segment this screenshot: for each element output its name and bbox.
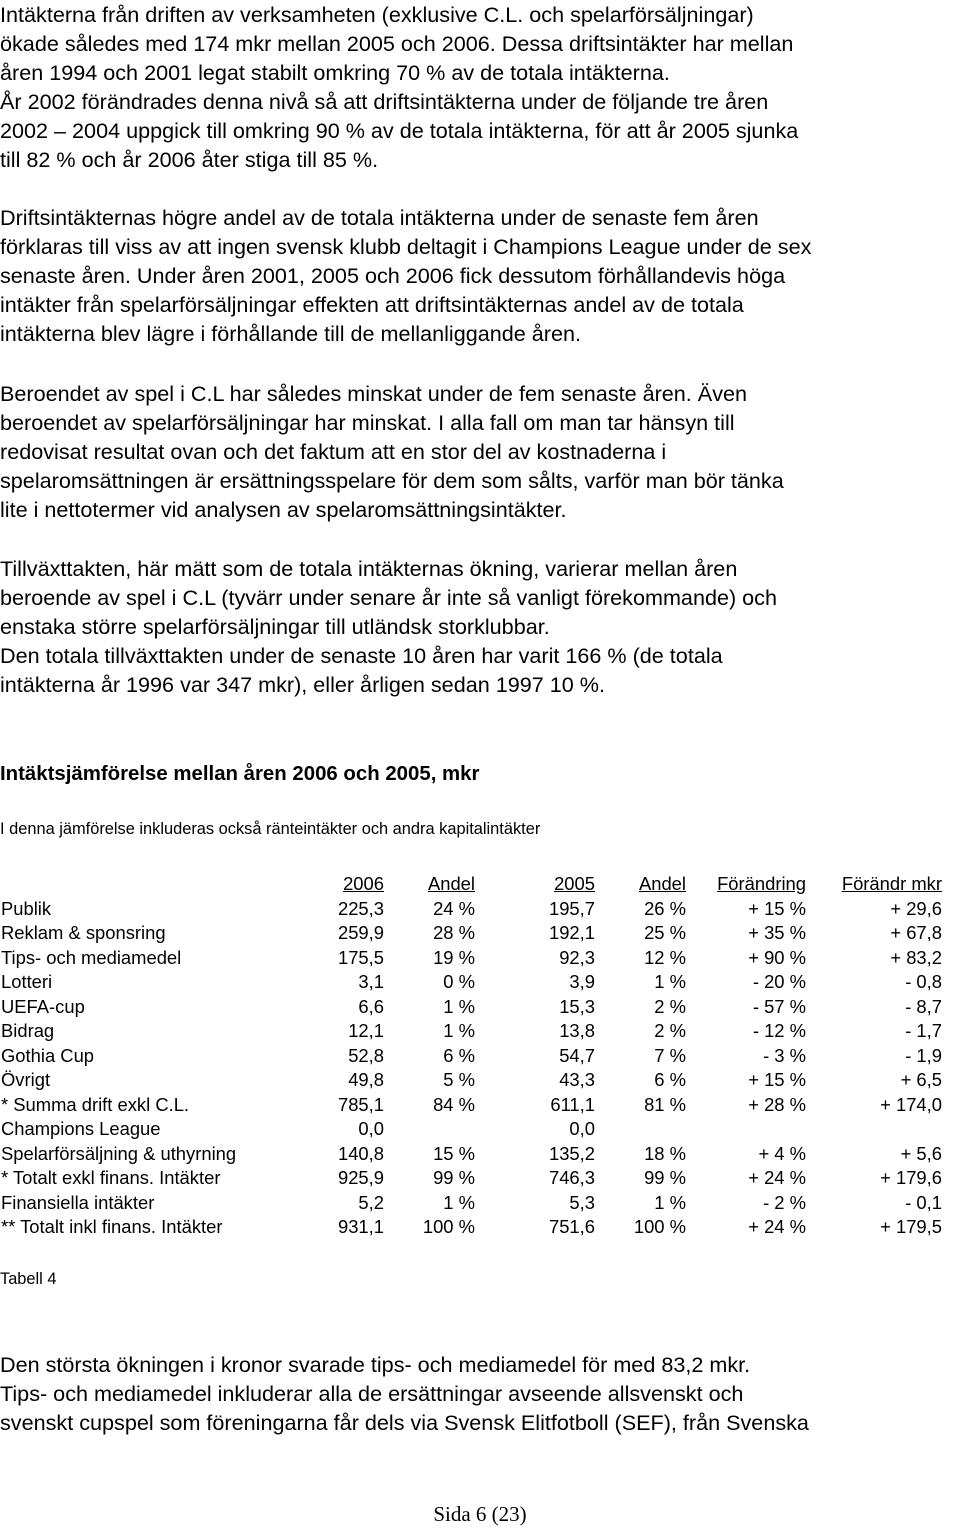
paragraph-line: intäkterna år 1996 var 347 mkr), eller årligen sedan 1997 10 %. [0,672,605,697]
table-cell: 751,6 [548,1216,595,1237]
paragraph-line: ökade således med 174 mkr mellan 2005 och 2006. Dessa driftsintäkter har mellan [0,31,794,56]
table-cell: 15,3 [559,995,595,1017]
table-cell: 54,7 [559,1044,595,1066]
paragraph-line: Beroendet av spel i C.L har således minskat under de fem senaste åren. Även [0,381,748,406]
table-header-row [0,872,960,897]
table-row [0,970,960,995]
table-cell: 24 % [433,897,475,919]
table-cell: 925,9 [337,1167,384,1188]
row-label: * Summa drift exkl C.L. [1,1093,190,1115]
paragraph-line: Den största ökningen i kronor svarade tips- och mediamedel för med 83,2 mkr. [0,1352,751,1377]
table-cell: 18 % [644,1142,686,1164]
paragraph-line: enstaka större spelarförsäljningar till utländsk storklubbar. [0,614,550,639]
table-cell: 6,6 [358,995,384,1017]
table-cell: 13,8 [559,1020,595,1041]
table-cell: 25 % [644,922,686,943]
table-cell: 5 % [443,1069,475,1090]
table-cell: 99 % [433,1167,475,1188]
table-row [0,1166,960,1191]
table-row [0,921,960,946]
table-cell: - 1,7 [905,1020,942,1041]
row-label: Spelarförsäljning & uthyrning [1,1142,237,1164]
table-cell: - 57 % [752,995,806,1017]
table-cell: 0 % [443,971,475,992]
table-cell: 7 % [654,1044,686,1066]
table-cell: + 35 % [748,922,806,943]
table-cell: 2 % [654,1020,686,1041]
table-cell: 785,1 [337,1093,384,1115]
table-row [0,1191,960,1216]
row-label: Champions League [1,1118,161,1139]
table-cell: 1 % [654,1191,686,1213]
paragraph-line: Tillväxttakten, här mätt som de totala intäkternas ökning, varierar mellan åren [0,556,738,581]
table-cell: 52,8 [348,1044,384,1066]
table-cell: 6 % [443,1044,475,1066]
table-cell: + 24 % [748,1167,806,1188]
table-cell: 1 % [443,1191,475,1213]
table-cell: + 15 % [748,897,806,919]
column-header: Andel [638,873,686,894]
column-header: 2005 [554,873,595,894]
table-cell: - 0,1 [905,1191,942,1213]
table-cell: 1 % [443,995,475,1017]
table-cell: 12 % [644,946,686,968]
row-label: Övrigt [1,1069,51,1090]
table-cell: 99 % [644,1167,686,1188]
row-label: Tips- och mediamedel [1,946,182,968]
section-heading: Intäktsjämförelse mellan åren 2006 och 2005, mkr [0,763,480,785]
row-label: Lotteri [1,971,53,992]
table-cell: + 4 % [758,1142,806,1164]
table-cell: 611,1 [550,1093,595,1115]
table-cell: 140,8 [337,1142,384,1164]
paragraph-line: svenskt cupspel som föreningarna får dels via Svensk Elitfotboll (SEF), från Svenska [0,1410,809,1435]
column-header: Andel [427,873,475,894]
table-cell: 12,1 [348,1020,384,1041]
table-cell: 19 % [433,946,475,968]
table-cell: 92,3 [559,946,595,968]
row-label: ** Totalt inkl finans. Intäkter [1,1216,223,1237]
table-cell: + 179,6 [880,1167,942,1188]
table-cell: + 28 % [748,1093,806,1115]
table-cell: 1 % [654,971,686,992]
table-cell: - 20 % [752,971,806,992]
paragraph-line: spelaromsättningen är ersättningsspelare för dem som sålts, varför man bör tänka [0,468,784,493]
table-cell: 49,8 [348,1069,384,1090]
paragraph-line: till 82 % och år 2006 åter stiga till 85 %. [0,147,379,172]
table-cell: + 15 % [748,1069,806,1090]
paragraph-line: senaste åren. Under åren 2001, 2005 och 2006 fick dessutom förhållandevis höga [0,263,786,288]
table-cell: 81 % [644,1093,686,1115]
paragraph-line: Tips- och mediamedel inkluderar alla de ersättningar avseende allsvenskt och [0,1381,744,1406]
table-cell: 0,0 [569,1118,595,1139]
table-cell: - 1,9 [905,1044,942,1066]
paragraph-line: förklaras till viss av att ingen svensk klubb deltagit i Champions League under de sex [0,234,812,259]
table-cell: - 0,8 [905,971,942,992]
table-cell: + 174,0 [880,1093,942,1115]
table-cell: + 90 % [748,946,806,968]
paragraph-line: redovisat resultat ovan och det faktum att en stor del av kostnaderna i [0,439,667,464]
table-cell: - 2 % [763,1191,806,1213]
table-cell: 175,5 [337,946,384,968]
paragraph-line: beroendet av spelarförsäljningar har minskat. I alla fall om man tar hänsyn till [0,410,735,435]
row-label: * Totalt exkl finans. Intäkter [1,1167,221,1188]
table-cell: 192,1 [548,922,595,943]
table-cell: + 24 % [748,1216,806,1237]
table-cell: + 5,6 [900,1142,942,1164]
table-cell: + 29,6 [890,897,942,919]
table-cell: 5,3 [569,1191,595,1213]
paragraph-line: År 2002 förändrades denna nivå så att driftsintäkterna under de följande tre åren [0,89,769,114]
table-cell: + 6,5 [900,1069,942,1090]
table-cell: 931,1 [337,1216,384,1237]
table-cell: 2 % [654,995,686,1017]
table-cell: 84 % [433,1093,475,1115]
paragraph-line: intäkterna blev lägre i förhållande till de mellanliggande åren. [0,321,581,346]
table-cell: 26 % [644,897,686,919]
table-cell: 0,0 [358,1118,384,1139]
paragraph-line: åren 1994 och 2001 legat stabilt omkring 70 % av de totala intäkterna. [0,60,670,85]
table-cell: 746,3 [548,1167,595,1188]
table-cell: 3,9 [569,971,595,992]
row-label: Bidrag [1,1020,55,1041]
table-cell: 15 % [433,1142,475,1164]
paragraph-line: intäkter från spelarförsäljningar effekten att driftsintäkternas andel av de totala [0,292,744,317]
table-cell: + 83,2 [890,946,942,968]
table-row [0,946,960,971]
column-header: 2006 [343,873,384,894]
column-header: Förändring [717,873,806,894]
row-label: UEFA-cup [1,995,85,1017]
table-cell: 43,3 [559,1069,595,1090]
table-cell: + 67,8 [890,922,942,943]
table-cell: 259,9 [337,922,384,943]
table-cell: 28 % [433,922,475,943]
table-cell: 135,2 [548,1142,595,1164]
table-cell: - 3 % [763,1044,806,1066]
table-cell: 5,2 [358,1191,384,1213]
table-cell: - 8,7 [905,995,942,1017]
table-cell: + 179,5 [880,1216,942,1237]
table-row [0,897,960,922]
row-label: Reklam & sponsring [1,922,166,943]
row-label: Finansiella intäkter [1,1191,155,1213]
row-label: Gothia Cup [1,1044,95,1066]
paragraph-line: Driftsintäkternas högre andel av de totala intäkterna under de senaste fem åren [0,205,759,230]
table-cell: 225,3 [337,897,384,919]
table-row [0,1093,960,1118]
table-cell: 195,7 [548,897,595,919]
table-row [0,1019,960,1044]
paragraph-line: Den totala tillväxttakten under de senaste 10 åren har varit 166 % (de totala [0,643,723,668]
paragraph-line: lite i nettotermer vid analysen av spelaromsättningsintäkter. [0,497,567,522]
page-number: Sida 6 (23) [433,1502,527,1526]
table-cell: 1 % [443,1020,475,1041]
table-row [0,995,960,1020]
table-row [0,1068,960,1093]
table-caption: Tabell 4 [0,1270,57,1288]
table-cell: - 12 % [752,1020,806,1041]
row-label: Publik [1,897,52,919]
section-subheading: I denna jämförelse inkluderas också ränteintäkter och andra kapitalintäkter [0,820,541,838]
paragraph-line: Intäkterna från driften av verksamheten (exklusive C.L. och spelarförsäljningar) [0,2,754,27]
column-header: Förändr mkr [841,873,942,894]
table-row [0,1215,960,1240]
paragraph-line: beroende av spel i C.L (tyvärr under senare år inte så vanligt förekommande) och [0,585,777,610]
paragraph-line: 2002 – 2004 uppgick till omkring 90 % av de totala intäkterna, för att år 2005 sjunka [0,118,799,143]
table-cell: 3,1 [358,971,384,992]
table-row [0,1044,960,1069]
table-row [0,1142,960,1167]
table-row [0,1117,960,1142]
table-cell: 100 % [422,1216,475,1237]
table-cell: 100 % [633,1216,686,1237]
table-cell: 6 % [654,1069,686,1090]
